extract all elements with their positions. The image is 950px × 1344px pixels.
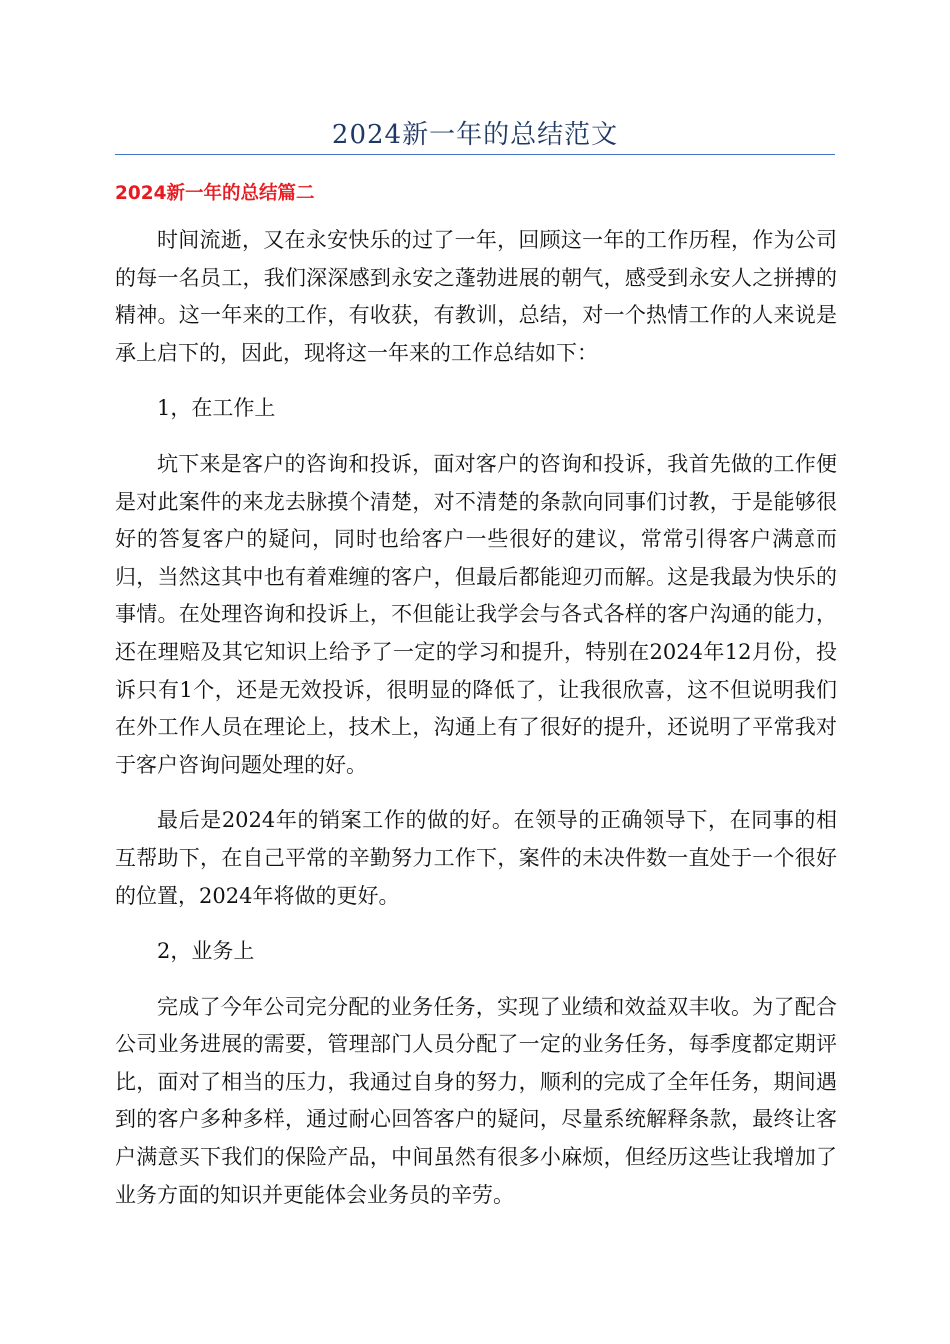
paragraph-business: 完成了今年公司完分配的业务任务，实现了业绩和效益双丰收。为了配合公司业务进展的需要，管理部门人员分配了一定的业务任务，每季度都定期评比，面对了相当的压力，我通过自身的努力，顺利的完成了全年任务，期间遇到的客户多种多样，通过耐心回答客户的疑问，尽量系统解释条款，最终让客户满意买下我们的保险产品，中间虽然有很多小麻烦，但经历这些让我增加了业务方面的知识并更能体会业务员的辛劳。: [115, 994, 837, 1207]
title-underline: [115, 154, 835, 155]
section-heading: 2024新一年的总结篇二: [115, 183, 315, 204]
document-body: [115, 222, 837, 1232]
list-item-business: 2，业务上: [157, 939, 255, 964]
document-title: 2024新一年的总结范文: [331, 120, 619, 150]
paragraph-intro: 时间流逝，又在永安快乐的过了一年，回顾这一年的工作历程，作为公司的每一名员工，我们深深感到永安之蓬勃进展的朝气，感受到永安人之拼搏的精神。这一年来的工作，有收获，有教训，总结，对一个热情工作的人来说是承上启下的，因此，现将这一年来的工作总结如下：: [115, 228, 837, 365]
paragraph-case-closing: 最后是2024年的销案工作的做的好。在领导的正确领导下，在同事的相互帮助下，在自己平常的辛勤努力工作下，案件的未决件数一直处于一个很好的位置，2024年将做的更好。: [115, 808, 837, 908]
paragraph-complaints: 坑下来是客户的咨询和投诉，面对客户的咨询和投诉，我首先做的工作便是对此案件的来龙去脉摸个清楚，对不清楚的条款向同事们讨教，于是能够很好的答复客户的疑问，同时也给客户一些很好的建议，常常引得客户满意而归，当然这其中也有着难缠的客户，但最后都能迎刃而解。这是我最为快乐的事情。在处理咨询和投诉上，不但能让我学会与各式各样的客户沟通的能力，还在理赔及其它知识上给予了一定的学习和提升，特别在2024年12月份，投诉只有1个，还是无效投诉，很明显的降低了，让我很欣喜，这不但说明我们在外工作人员在理论上，技术上，沟通上有了很好的提升，还说明了平常我对于客户咨询问题处理的好。: [115, 451, 837, 777]
list-item-work: 1，在工作上: [157, 396, 276, 421]
